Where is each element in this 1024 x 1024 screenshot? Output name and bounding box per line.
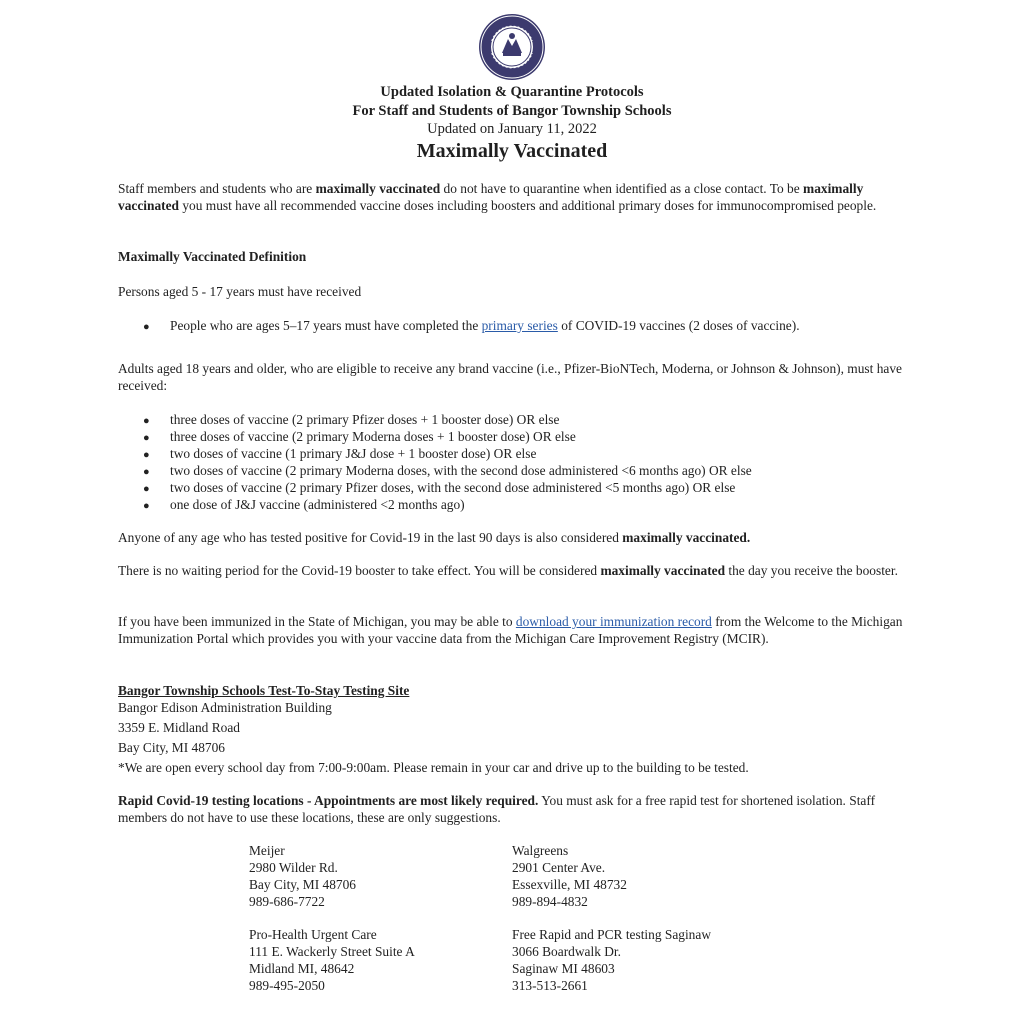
rapid-text: You must ask for a free rapid test for shortened isolation. Staff members do not have to use these locations, these are only suggestions. (118, 793, 876, 825)
michigan-text-2: from the Welcome to the Michigan Immunization Portal which provides you with your vaccine data from the Michigan Care Improvement Registry (MCIR). (118, 614, 903, 646)
location-phone: 989-495-2050 (249, 978, 325, 993)
adult-bullet-text: two doses of vaccine (2 primary Pfizer doses, with the second dose administered <5 months ago) OR else (170, 480, 736, 495)
rapid-testing-paragraph (118, 792, 908, 826)
location-pro-health (249, 926, 415, 994)
positive-bold: maximally vaccinated. (622, 530, 751, 545)
michigan-paragraph (118, 613, 908, 647)
location-phone: 313-513-2661 (512, 978, 588, 993)
booster-text-1: There is no waiting period for the Covid-19 booster to take effect. You will be considered (118, 563, 601, 578)
location-street: 2901 Center Ave. (512, 860, 606, 875)
header-line-1: Updated Isolation & Quarantine Protocols (380, 84, 644, 100)
location-city: Saginaw MI 48603 (512, 961, 615, 976)
booster-paragraph (118, 562, 908, 579)
header-updated-date: Updated on January 11, 2022 (427, 121, 597, 137)
test-site-note: *We are open every school day from 7:00-9:00am. Please remain in your car and drive up to the building to be tested. (118, 760, 749, 775)
location-walgreens (512, 842, 627, 910)
page-title: Maximally Vaccinated (416, 140, 608, 162)
location-city: Essexville, MI 48732 (512, 877, 627, 892)
michigan-text-1: If you have been immunized in the State of Michigan, you may be able to (118, 614, 516, 629)
intro-bold-1: maximally vaccinated (315, 181, 441, 196)
adult-bullet-text: three doses of vaccine (2 primary Pfizer doses + 1 booster dose) OR else (170, 412, 560, 427)
location-name: Meijer (249, 843, 285, 858)
adult-bullet-text: two doses of vaccine (1 primary J&J dose + 1 booster dose) OR else (170, 446, 537, 461)
intro-bold-2: maximally vaccinated (118, 181, 864, 213)
location-meijer (249, 842, 356, 910)
location-city: Midland MI, 48642 (249, 961, 355, 976)
youth-bullet-text: People who are ages 5–17 years must have completed the (170, 318, 482, 333)
intro-text-2: do not have to quarantine when identified as a close contact. To be (440, 181, 804, 196)
location-street: 2980 Wilder Rd. (249, 860, 338, 875)
booster-bold: maximally vaccinated (600, 563, 726, 578)
intro-text-3: you must have all recommended vaccine doses including boosters and additional primary doses for immunocompromised people. (179, 198, 877, 213)
test-site-city: Bay City, MI 48706 (118, 740, 226, 755)
youth-bullet-text-end: of COVID-19 vaccines (2 doses of vaccine). (557, 318, 800, 333)
adult-bullet-text: three doses of vaccine (2 primary Moderna doses + 1 booster dose) OR else (170, 429, 576, 444)
location-street: 3066 Boardwalk Dr. (512, 944, 621, 959)
test-site-street: 3359 E. Midland Road (118, 720, 240, 735)
bullet-dot: ● (143, 449, 150, 461)
location-street: 111 E. Wackerly Street Suite A (249, 944, 415, 959)
location-phone: 989-894-4832 (512, 894, 588, 909)
definition-heading: Maximally Vaccinated Definition (118, 249, 307, 264)
immunization-record-link[interactable]: download your immunization record (515, 614, 712, 629)
bullet-dot: ● (143, 483, 150, 495)
bullet-dot: ● (143, 500, 150, 512)
location-saginaw (512, 926, 711, 994)
positive-paragraph (118, 529, 908, 546)
intro-paragraph (118, 180, 908, 214)
booster-text-2: the day you receive the booster. (725, 563, 898, 578)
location-phone: 989-686-7722 (249, 894, 325, 909)
school-seal-logo (478, 13, 546, 81)
location-city: Bay City, MI 48706 (249, 877, 357, 892)
positive-text: Anyone of any age who has tested positive for Covid-19 in the last 90 days is also considered (118, 530, 623, 545)
adult-bullet-6 (143, 496, 465, 515)
youth-bullet (143, 317, 800, 336)
location-name: Walgreens (512, 843, 569, 858)
bullet-dot: ● (143, 466, 150, 478)
rapid-bold: Rapid Covid-19 testing locations - Appointments are most likely required. (118, 793, 539, 808)
adults-intro: Adults aged 18 years and older, who are eligible to receive any brand vaccine (i.e., Pfizer-BioNTech, Moderna, or Johnson & Johnson), must have received: (118, 361, 902, 393)
test-site-building: Bangor Edison Administration Building (118, 700, 332, 715)
bullet-dot: ● (143, 321, 150, 333)
bullet-dot: ● (143, 415, 150, 427)
bullet-dot: ● (143, 432, 150, 444)
youth-heading: Persons aged 5 - 17 years must have received (118, 284, 362, 299)
intro-text-1: Staff members and students who are (118, 181, 316, 196)
adult-bullet-text: two doses of vaccine (2 primary Moderna doses, with the second dose administered <6 months ago) OR else (170, 463, 752, 478)
test-site-section (118, 682, 908, 776)
adult-bullet-text: one dose of J&J vaccine (administered <2 months ago) (170, 497, 465, 512)
location-name: Pro-Health Urgent Care (249, 927, 377, 942)
location-name: Free Rapid and PCR testing Saginaw (512, 927, 711, 942)
test-site-heading: Bangor Township Schools Test-To-Stay Testing Site (118, 683, 410, 698)
header-line-2: For Staff and Students of Bangor Township Schools (352, 103, 672, 119)
primary-series-link[interactable]: primary series (481, 318, 558, 333)
